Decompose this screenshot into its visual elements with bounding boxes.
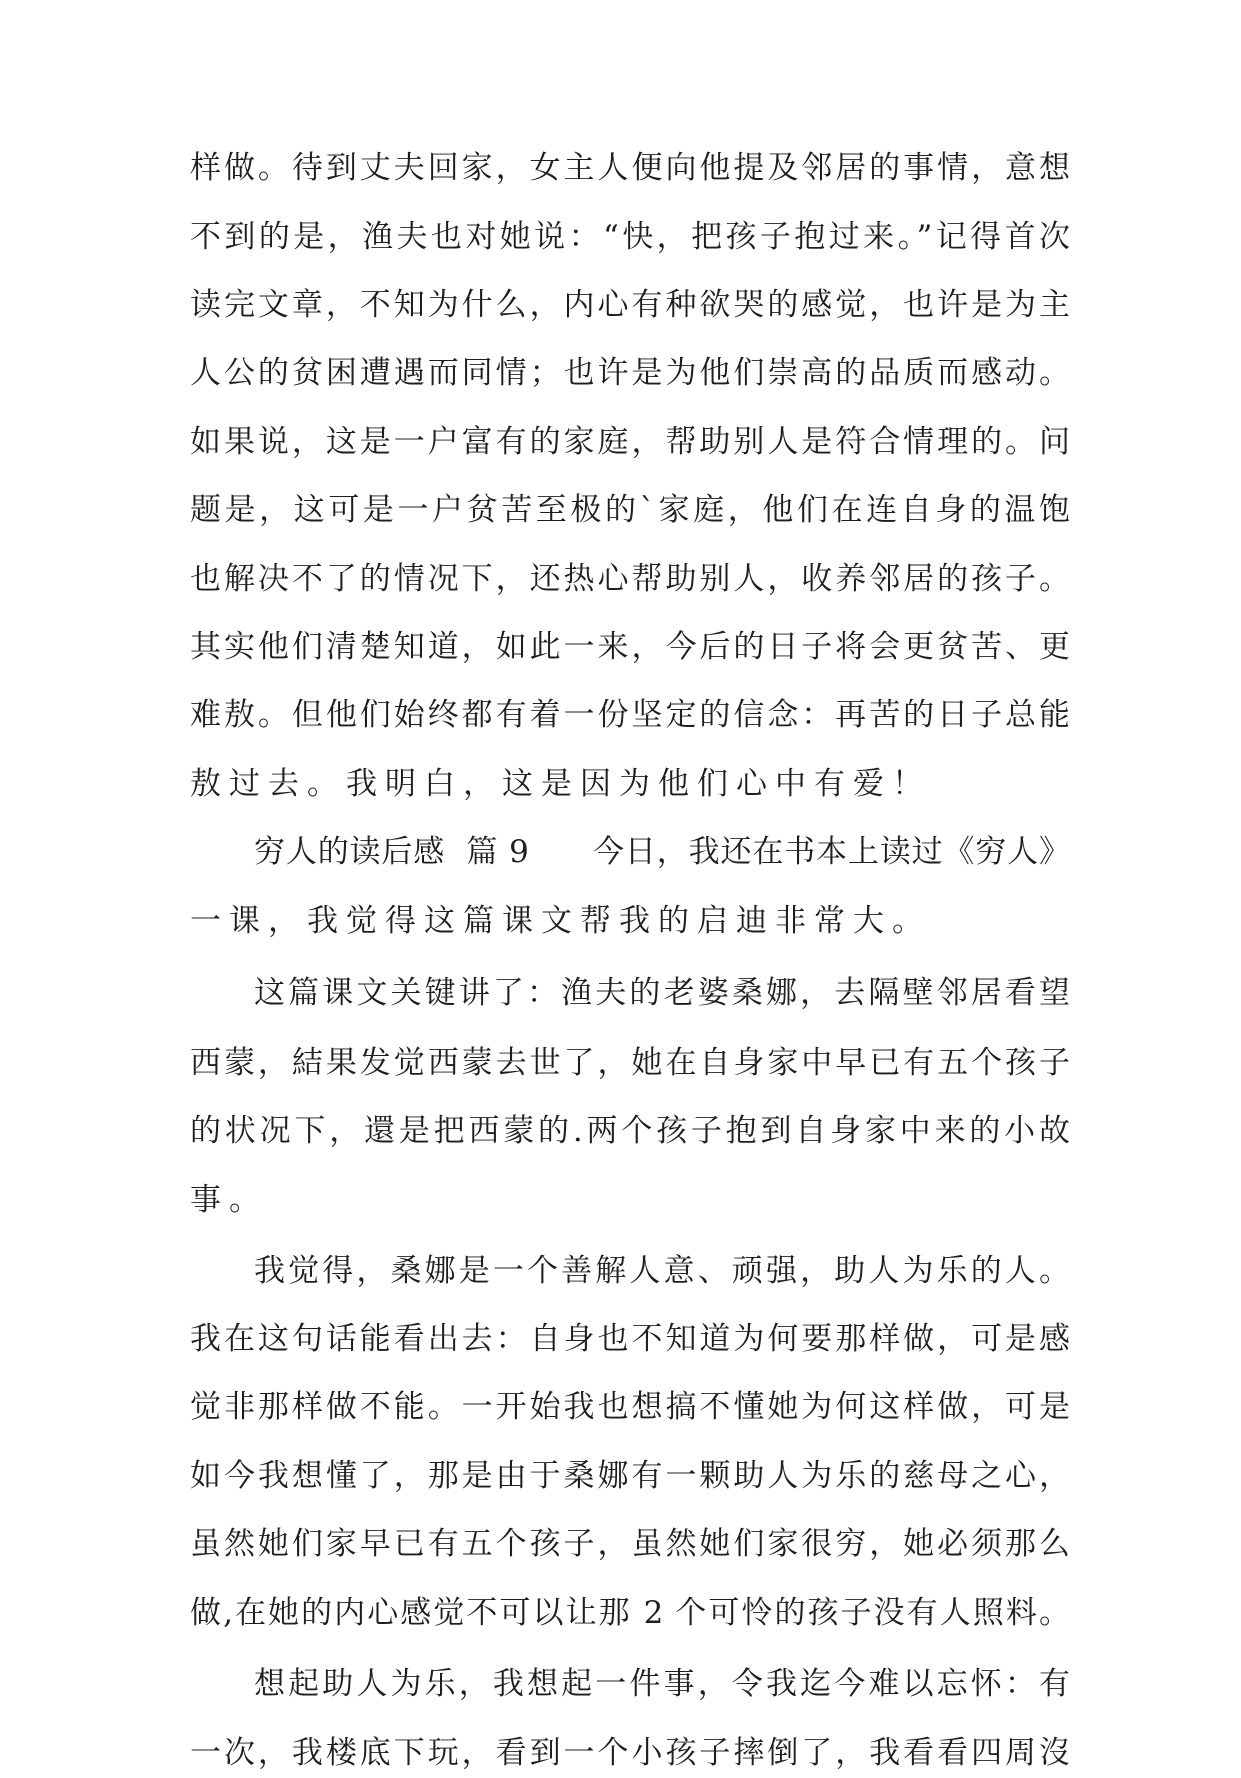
text-line: 事。 [190, 1182, 268, 1218]
paragraph-start-line: 想起助人为乐，我想起一件事，令我迄今难以忘怀：有 [254, 1666, 1070, 1702]
text-line: 虽然她们家早已有五个孩子，虽然她们家很穷，她必须那么 [190, 1526, 1070, 1562]
text-line: 如今我想懂了，那是由于桑娜有一颗助人为乐的慈母之心， [190, 1458, 1070, 1494]
text-line: 人公的贫困遭遇而同情；也许是为他们崇高的品质而感动。 [190, 355, 1070, 391]
text-line: 也解决不了的情况下，还热心帮助别人，收养邻居的孩子。 [190, 561, 1070, 597]
text-line: 的状况下，還是把西蒙的.两个孩子抱到自身家中来的小故 [190, 1113, 1070, 1149]
text-line: 样做。待到丈夫回家，女主人便向他提及邻居的事情，意想 [190, 150, 1070, 186]
section-heading-line: 穷人的读后感 篇 9 今日，我还在书本上读过《穷人》 [254, 834, 1070, 870]
text-line: 西蒙，結果发觉西蒙去世了，她在自身家中早已有五个孩子 [190, 1045, 1070, 1081]
paragraph-start-line: 这篇课文关键讲了：渔夫的老婆桑娜，去隔壁邻居看望 [254, 975, 1070, 1011]
text-line: 不到的是，渔夫也对她说：“快，把孩子抱过来。”记得首次 [190, 219, 1070, 255]
paragraph-start-line: 我觉得，桑娜是一个善解人意、顽强，助人为乐的人。 [254, 1253, 1070, 1289]
text-line: 觉非那样做不能。一开始我也想搞不懂她为何这样做，可是 [190, 1389, 1070, 1425]
text-line: 一次，我楼底下玩，看到一个小孩子摔倒了，我看看四周沒 [190, 1735, 1070, 1771]
text-line: 敖过去。我明白，这是因为他们心中有爱！ [190, 766, 931, 802]
text-line: 做,在她的内心感觉不可以让那 2 个可怜的孩子没有人照料。 [190, 1595, 1070, 1631]
text-line: 题是，这可是一户贫苦至极的`家庭，他们在连自身的温饱 [190, 492, 1070, 528]
text-line: 读完文章，不知为什么，内心有种欲哭的感觉，也许是为主 [190, 287, 1070, 323]
text-line: 我在这句话能看出去：自身也不知道为何要那样做，可是感 [190, 1321, 1070, 1357]
text-line: 难敖。但他们始终都有着一份坚定的信念：再苦的日子总能 [190, 697, 1070, 733]
text-line: 其实他们清楚知道，如此一来，今后的日子将会更贫苦、更 [190, 629, 1070, 665]
text-line: 如果说，这是一户富有的家庭，帮助别人是符合情理的。问 [190, 424, 1070, 460]
text-line: 一课，我觉得这篇课文帮我的启迪非常大。 [190, 903, 931, 939]
